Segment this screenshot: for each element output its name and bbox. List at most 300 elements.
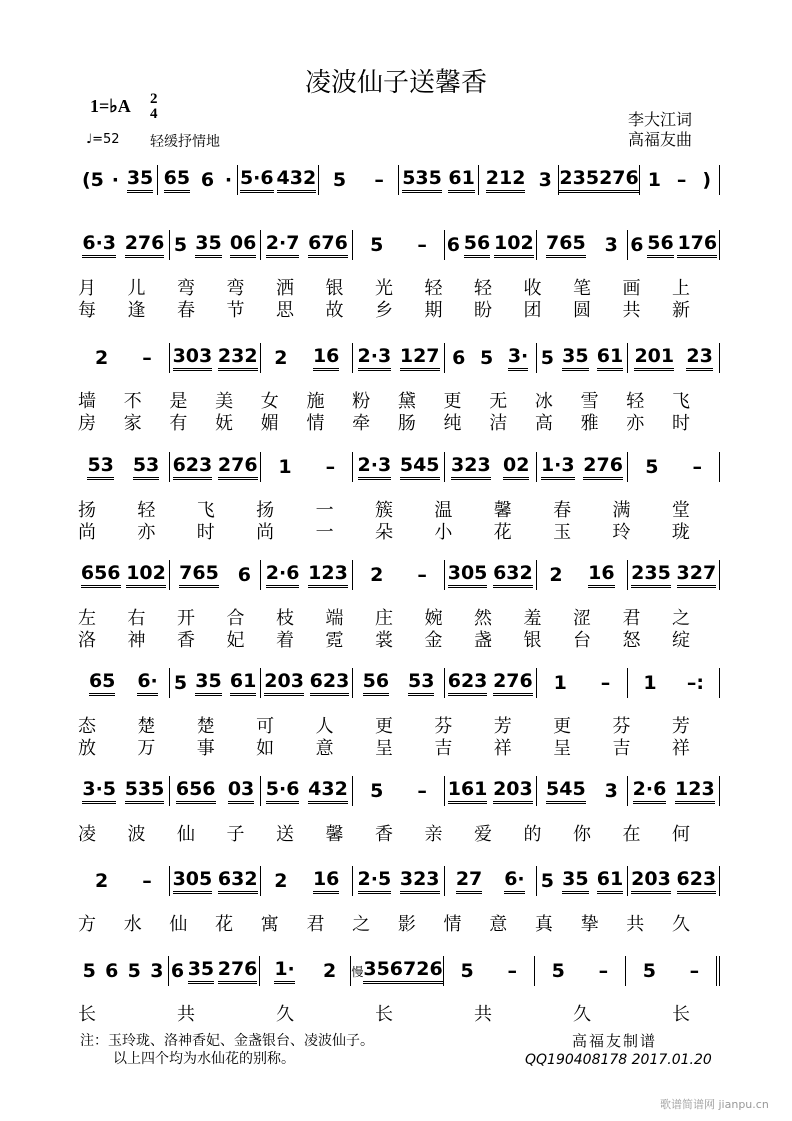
note-group: 6 <box>105 960 119 982</box>
lyric-syllable: 长 <box>78 1004 96 1025</box>
lyric-syllable: 亦 <box>137 522 156 543</box>
lyric-syllable: 不 <box>123 391 142 412</box>
note-group: 2·6 <box>266 562 300 588</box>
lyric-syllable: 呈 <box>374 738 393 759</box>
measure <box>170 230 262 260</box>
lyric-syllable: 一 <box>315 500 334 521</box>
lyric-syllable: 团 <box>523 300 542 321</box>
lyric-syllable: 久 <box>671 914 690 935</box>
lyric-syllable: 亲 <box>424 824 443 845</box>
note-group: 632 <box>218 868 258 894</box>
lyric-syllable: 高 <box>534 413 553 434</box>
note-group: – <box>142 347 152 369</box>
lyricist-credit: 李大江词 <box>628 110 693 129</box>
measure <box>353 866 445 896</box>
measure <box>628 452 720 482</box>
measure <box>445 776 537 806</box>
measure <box>445 560 537 590</box>
lyric-syllable: 祥 <box>493 738 512 759</box>
note-group: 53 <box>408 670 434 696</box>
note-group: – <box>689 960 700 982</box>
lyric-syllable: 放 <box>78 738 96 759</box>
lyric-syllable: 绽 <box>672 630 690 651</box>
note-group: 5·6 <box>266 778 300 804</box>
lyric-syllable: 一 <box>315 522 334 543</box>
note-group: 53 <box>133 454 159 480</box>
measure <box>319 165 399 195</box>
note-group: 276 <box>493 670 533 696</box>
note-group: 305 <box>448 562 488 588</box>
lyric-syllable: 如 <box>256 738 275 759</box>
lyric-syllable: 弯 <box>177 278 195 299</box>
lyric-syllable: 画 <box>622 278 641 299</box>
measure <box>628 668 720 698</box>
note-group: 6·3 <box>82 232 116 258</box>
lyric-syllable: 新 <box>672 300 690 321</box>
note-group: 123 <box>675 778 715 804</box>
lyric-syllable: 共 <box>622 300 641 321</box>
lyric-syllable: 飞 <box>671 391 690 412</box>
note-group: 65 <box>89 670 115 696</box>
lyric-syllable: 堂 <box>671 500 690 521</box>
note-group: 6 <box>452 347 466 369</box>
lyric-syllable: 挚 <box>580 914 599 935</box>
measure <box>170 668 262 698</box>
lyric-syllable: 妃 <box>226 630 245 651</box>
note-group: 535 <box>402 167 442 193</box>
note-group: 632 <box>493 562 533 588</box>
lyric-syllable: 芳 <box>493 716 512 737</box>
lyric-syllable: 儿 <box>127 278 146 299</box>
lyric-syllable: 子 <box>226 824 245 845</box>
note-group: 356 <box>363 958 403 984</box>
lyric-syllable: 月 <box>78 278 96 299</box>
note-group: 726 <box>403 958 443 984</box>
note-group: – <box>325 456 336 478</box>
lyric-syllable: 庄 <box>375 608 393 629</box>
lyric-syllable: 左 <box>78 608 96 629</box>
lyric-syllable: 之 <box>672 608 690 629</box>
measure <box>537 452 629 482</box>
measure <box>351 956 443 986</box>
note-group: 102 <box>494 232 534 258</box>
lyric-syllable: 轻 <box>137 500 156 521</box>
lyric-syllable: 吉 <box>612 738 631 759</box>
measure <box>238 165 318 195</box>
lyric-syllable: 可 <box>256 716 275 737</box>
measure <box>170 776 262 806</box>
lyric-syllable: 怒 <box>622 630 641 651</box>
note-group: 305 <box>173 868 213 894</box>
note-group: 276 <box>583 454 623 480</box>
lyric-syllable: 尚 <box>78 522 96 543</box>
lyric-syllable: 尚 <box>256 522 275 543</box>
lyric-syllable: 墙 <box>78 391 96 412</box>
measure <box>78 343 170 373</box>
note-group: 5 <box>370 234 384 256</box>
measure <box>169 956 260 986</box>
note-group: 35 <box>195 670 221 696</box>
lyric-syllable: 事 <box>196 738 215 759</box>
lyric-syllable: 满 <box>612 500 631 521</box>
lyric-syllable: 有 <box>169 413 188 434</box>
note-group: 623 <box>310 670 350 696</box>
note-group: 5 <box>540 870 554 892</box>
meter-bottom: 4 <box>150 106 158 122</box>
measure <box>399 165 479 195</box>
measure <box>537 230 629 260</box>
note-group: – <box>417 234 427 256</box>
lyric-syllable: 光 <box>375 278 393 299</box>
lyric-syllable: 笔 <box>573 278 591 299</box>
lyric-syllable: 春 <box>177 300 195 321</box>
lyric-syllable: 合 <box>226 608 245 629</box>
measure <box>445 343 537 373</box>
lyric-syllable: 楚 <box>137 716 156 737</box>
note-group: 201 <box>634 345 674 371</box>
note-group: – <box>142 870 152 892</box>
note-group: 5 <box>480 347 494 369</box>
note-group: 53 <box>87 454 113 480</box>
note-group: 56 <box>647 232 673 258</box>
measure <box>170 452 262 482</box>
lyric-syllable: 馨 <box>325 824 344 845</box>
note-group: 61 <box>230 670 256 696</box>
measure <box>78 230 170 260</box>
note-group: 5·6 <box>240 167 274 193</box>
lyric-syllable: 祥 <box>671 738 690 759</box>
note-group: 656 <box>176 778 216 804</box>
note-group: 676 <box>308 232 348 258</box>
note-group: 5 <box>332 169 347 191</box>
staff-row <box>78 343 720 373</box>
measure <box>445 230 537 260</box>
contact-date: QQ190408178 2017.01.20 <box>525 1052 712 1068</box>
note-group: 102 <box>126 562 166 588</box>
note-group: – <box>676 169 687 191</box>
lyric-syllable: 枝 <box>276 608 294 629</box>
lyric-syllable: 媚 <box>260 413 279 434</box>
lyric-line <box>78 518 690 544</box>
note-group: 235 <box>559 167 599 193</box>
lyric-syllable: 霓 <box>325 630 344 651</box>
lyric-syllable: 朵 <box>374 522 393 543</box>
measure <box>261 452 353 482</box>
note-group: 56 <box>363 670 389 696</box>
measure <box>537 866 629 896</box>
note-group: 5 <box>642 960 656 982</box>
lyric-syllable: 意 <box>315 738 334 759</box>
measure <box>628 776 720 806</box>
lyric-syllable: 芳 <box>671 716 690 737</box>
measure <box>353 668 445 698</box>
lyric-syllable: 你 <box>573 824 591 845</box>
lyric-syllable: 影 <box>397 914 416 935</box>
note-group: 765 <box>179 562 219 588</box>
lyric-syllable: 圆 <box>573 300 591 321</box>
lyric-syllable: 女 <box>260 391 279 412</box>
note-group: 535 <box>125 778 165 804</box>
measure <box>445 866 537 896</box>
footnote-line: 注：玉玲珑、洛神香妃、金盏银台、凌波仙子。 <box>80 1033 374 1049</box>
note-group: 5 <box>540 347 554 369</box>
lyric-syllable: 收 <box>523 278 542 299</box>
lyric-syllable: 金 <box>424 630 443 651</box>
measure <box>261 560 353 590</box>
measure <box>353 230 445 260</box>
staff-row <box>78 776 720 806</box>
lyric-syllable: 神 <box>127 630 146 651</box>
lyric-syllable: 妩 <box>215 413 234 434</box>
note-group: 2·3 <box>358 345 392 371</box>
note-group: 61 <box>597 345 623 371</box>
lyric-syllable: 洁 <box>489 413 508 434</box>
lyric-syllable: 上 <box>672 278 690 299</box>
lyric-line <box>78 626 690 652</box>
note-group: 432 <box>277 167 317 193</box>
note-group: – <box>374 169 384 191</box>
lyric-syllable: 馨 <box>493 500 512 521</box>
measure <box>353 452 445 482</box>
note-group: 127 <box>400 345 440 371</box>
staff-row <box>78 560 720 590</box>
note-group: 203 <box>264 670 304 696</box>
expression-mark: 轻缓抒情地 <box>150 134 220 150</box>
measure <box>261 230 353 260</box>
note-group: 2 <box>322 960 337 982</box>
note-group: 203 <box>631 868 671 894</box>
note-group: 2·3 <box>358 454 392 480</box>
lyric-syllable: 凌 <box>78 824 96 845</box>
note-group: 656 <box>81 562 121 588</box>
lyric-syllable: 珑 <box>671 522 690 543</box>
lyric-line <box>78 820 690 846</box>
lyric-syllable: 盏 <box>474 630 492 651</box>
note-group: 303 <box>173 345 213 371</box>
lyric-syllable: 万 <box>137 738 156 759</box>
note-group: 623 <box>677 868 717 894</box>
note-group: 1 <box>553 672 567 694</box>
lyric-syllable: 婉 <box>424 608 443 629</box>
transcriber-credit: 高福友制谱 <box>572 1032 658 1050</box>
measure <box>170 866 262 896</box>
lyric-syllable: 仙 <box>177 824 195 845</box>
note-group: –: <box>686 672 704 694</box>
lyric-syllable: 之 <box>352 914 371 935</box>
note-group: 1·3 <box>541 454 575 480</box>
lyric-syllable: 牵 <box>352 413 371 434</box>
measure <box>78 866 170 896</box>
measure <box>353 343 445 373</box>
note-group: 2 <box>370 564 384 586</box>
note-group: 5 <box>645 456 659 478</box>
lyric-syllable: 香 <box>375 824 393 845</box>
note-group: 276 <box>218 454 258 480</box>
lyric-syllable: 共 <box>177 1004 195 1025</box>
measure <box>261 866 353 896</box>
lyric-syllable: 银 <box>523 630 542 651</box>
lyric-syllable: 更 <box>374 716 393 737</box>
note-group: 2 <box>94 347 109 369</box>
note-group: 545 <box>400 454 440 480</box>
lyric-syllable: 真 <box>534 914 553 935</box>
staff-row <box>78 230 720 260</box>
note-group: 35 <box>562 345 588 371</box>
lyric-syllable: 仙 <box>169 914 188 935</box>
measure <box>170 560 262 590</box>
lyric-syllable: 香 <box>177 630 195 651</box>
note-group: 06 <box>230 232 256 258</box>
measure <box>479 165 559 195</box>
note-group: 5 <box>173 234 188 256</box>
measure <box>78 560 170 590</box>
lyric-syllable: 何 <box>672 824 690 845</box>
note-group: 212 <box>486 167 526 193</box>
time-signature <box>150 92 158 122</box>
lyric-syllable: 君 <box>306 914 325 935</box>
lyric-syllable: 家 <box>123 413 142 434</box>
measure <box>170 343 262 373</box>
lyric-syllable: 情 <box>443 914 462 935</box>
note-group: 232 <box>218 345 258 371</box>
lyric-syllable: 扬 <box>256 500 275 521</box>
lyric-syllable: 乡 <box>375 300 393 321</box>
note-group: 27 <box>456 868 482 894</box>
note-group: · <box>224 169 233 191</box>
note-group: 203 <box>493 778 533 804</box>
note-group: – <box>417 780 427 802</box>
note-group: 16 <box>588 562 614 588</box>
lyric-syllable: 更 <box>443 391 462 412</box>
lyric-line <box>78 409 690 435</box>
note-group: 276 <box>125 232 165 258</box>
lyric-syllable: 粉 <box>352 391 371 412</box>
measure <box>628 560 720 590</box>
note-group: 6· <box>137 670 157 696</box>
lyric-line <box>78 910 690 936</box>
lyric-syllable: 故 <box>325 300 344 321</box>
note-group: 56 <box>464 232 490 258</box>
lyric-syllable: 方 <box>78 914 96 935</box>
lyric-syllable: 洒 <box>276 278 294 299</box>
note-group: 1· <box>274 958 294 984</box>
note-group: 3· <box>508 345 528 371</box>
lyric-syllable: 着 <box>276 630 294 651</box>
lyric-line <box>78 1000 690 1026</box>
staff-row <box>78 866 720 896</box>
note-group: 16 <box>313 868 339 894</box>
lyric-syllable: 每 <box>78 300 96 321</box>
measure <box>78 668 170 698</box>
lyric-syllable: 逢 <box>127 300 146 321</box>
lyric-syllable: 花 <box>493 522 512 543</box>
lyric-syllable: 水 <box>123 914 142 935</box>
measure <box>537 343 629 373</box>
measure <box>261 668 353 698</box>
lyric-syllable: 然 <box>474 608 492 629</box>
lyric-syllable: 洛 <box>78 630 96 651</box>
note-group: – <box>692 456 703 478</box>
note-group: 5 <box>551 960 565 982</box>
lyric-syllable: 的 <box>523 824 542 845</box>
measure <box>260 956 351 986</box>
note-group: 02 <box>503 454 529 480</box>
note-group: – <box>417 564 427 586</box>
lyric-syllable: 黛 <box>397 391 416 412</box>
note-group: 1 <box>278 456 292 478</box>
note-group: 2 <box>274 870 288 892</box>
lyric-syllable: 右 <box>127 608 146 629</box>
watermark: 歌谱简谱网 jianpu.cn <box>660 1098 769 1111</box>
note-group: 276 <box>599 167 639 193</box>
note-group: 323 <box>451 454 491 480</box>
lyric-syllable: 久 <box>573 1004 591 1025</box>
note-group: 6 <box>237 564 251 586</box>
lyric-syllable: 芬 <box>612 716 631 737</box>
measure <box>628 866 720 896</box>
tempo-slow-mark: 慢 <box>351 964 364 979</box>
staff-row <box>78 668 720 698</box>
note-group: 432 <box>308 778 348 804</box>
note-group: 5 <box>127 960 141 982</box>
measure <box>158 165 238 195</box>
note-group: 23 <box>686 345 712 371</box>
lyric-syllable: 飞 <box>196 500 215 521</box>
note-group: · <box>111 169 119 191</box>
note-group: 2·5 <box>358 868 392 894</box>
measure <box>535 956 626 986</box>
note-group: 6 <box>200 169 215 191</box>
note-group: 35 <box>562 868 588 894</box>
tempo-mark: ♩=52 <box>86 132 120 147</box>
measure <box>78 165 158 195</box>
note-group: 623 <box>448 670 488 696</box>
measure <box>537 560 629 590</box>
song-title: 凌波仙子送馨香 <box>304 68 487 98</box>
measure <box>626 956 720 986</box>
lyric-syllable: 银 <box>325 278 344 299</box>
lyric-line <box>78 296 690 322</box>
lyric-syllable: 雪 <box>580 391 599 412</box>
note-group: 6 <box>170 960 185 982</box>
footnote <box>80 1032 374 1068</box>
lyric-syllable: 共 <box>474 1004 492 1025</box>
lyric-syllable: 期 <box>424 300 443 321</box>
note-group: 123 <box>308 562 348 588</box>
note-group: 2·7 <box>266 232 300 258</box>
note-group: 6· <box>504 868 524 894</box>
lyric-syllable: 涩 <box>573 608 591 629</box>
note-group: 161 <box>448 778 488 804</box>
lyric-syllable: 小 <box>434 522 453 543</box>
measure <box>640 165 720 195</box>
measure <box>78 776 170 806</box>
note-group: 16 <box>313 345 339 371</box>
measure <box>261 776 353 806</box>
note-group: 2 <box>94 870 109 892</box>
lyric-syllable: 时 <box>196 522 215 543</box>
note-group: 235 <box>631 562 671 588</box>
measure <box>537 776 629 806</box>
lyric-syllable: 簇 <box>374 500 393 521</box>
lyric-syllable: 温 <box>434 500 453 521</box>
measure <box>628 343 720 373</box>
lyric-syllable: 施 <box>306 391 325 412</box>
lyric-syllable: 人 <box>315 716 334 737</box>
lyric-syllable: 呈 <box>553 738 572 759</box>
measure <box>444 956 535 986</box>
note-group: 1 <box>643 672 657 694</box>
